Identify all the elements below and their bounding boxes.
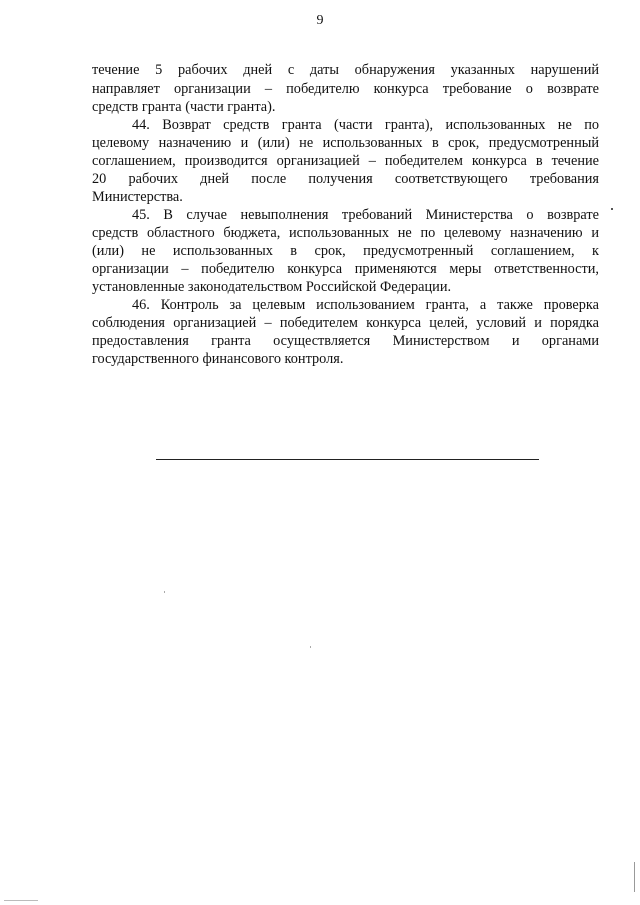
paragraph-44-line-4: 20 рабочих дней после получения соответствующего требования bbox=[92, 171, 599, 187]
paragraph-46-line-1: 46. Контроль за целевым использованием гранта, а также проверка bbox=[132, 297, 599, 313]
paragraph-1-line-1: течение 5 рабочих дней с даты обнаружения указанных нарушений bbox=[92, 62, 599, 78]
paragraph-1-line-3: средств гранта (части гранта). bbox=[92, 99, 276, 115]
paragraph-46-line-2: соблюдения организацией – победителем конкурса целей, условий и порядка bbox=[92, 315, 599, 331]
paragraph-45-line-5: установленные законодательством Российской Федерации. bbox=[92, 279, 452, 295]
scan-speck bbox=[310, 646, 311, 648]
paragraph-44-line-5: Министерства. bbox=[92, 189, 183, 205]
scan-speck bbox=[164, 591, 165, 593]
paragraph-45-line-3: (или) не использованных в срок, предусмотренный соглашением, к bbox=[92, 243, 599, 259]
closing-separator-line bbox=[156, 459, 539, 460]
scan-edge-mark bbox=[4, 900, 38, 901]
scan-edge-mark bbox=[634, 862, 635, 892]
paragraph-44-line-2: целевому назначению и (или) не использованных в срок, предусмотренный bbox=[92, 135, 599, 151]
paragraph-45-line-2: средств областного бюджета, использованных не по целевому назначению и bbox=[92, 225, 599, 241]
paragraph-46-line-3: предоставления гранта осуществляется Министерством и органами bbox=[92, 333, 599, 349]
paragraph-44-line-1: 44. Возврат средств гранта (части гранта), использованных не по bbox=[132, 117, 599, 133]
paragraph-46-line-4: государственного финансового контроля. bbox=[92, 351, 344, 367]
paragraph-45-line-4: организации – победителю конкурса применяются меры ответственности, bbox=[92, 261, 599, 277]
page-number: 9 bbox=[316, 13, 324, 28]
paragraph-1-line-2: направляет организации – победителю конкурса требование о возврате bbox=[92, 81, 599, 97]
paragraph-45-line-1: 45. В случае невыполнения требований Министерства о возврате bbox=[132, 207, 599, 223]
paragraph-44-line-3: соглашением, производится организацией – победителем конкурса в течение bbox=[92, 153, 599, 169]
scan-speck bbox=[611, 208, 613, 210]
